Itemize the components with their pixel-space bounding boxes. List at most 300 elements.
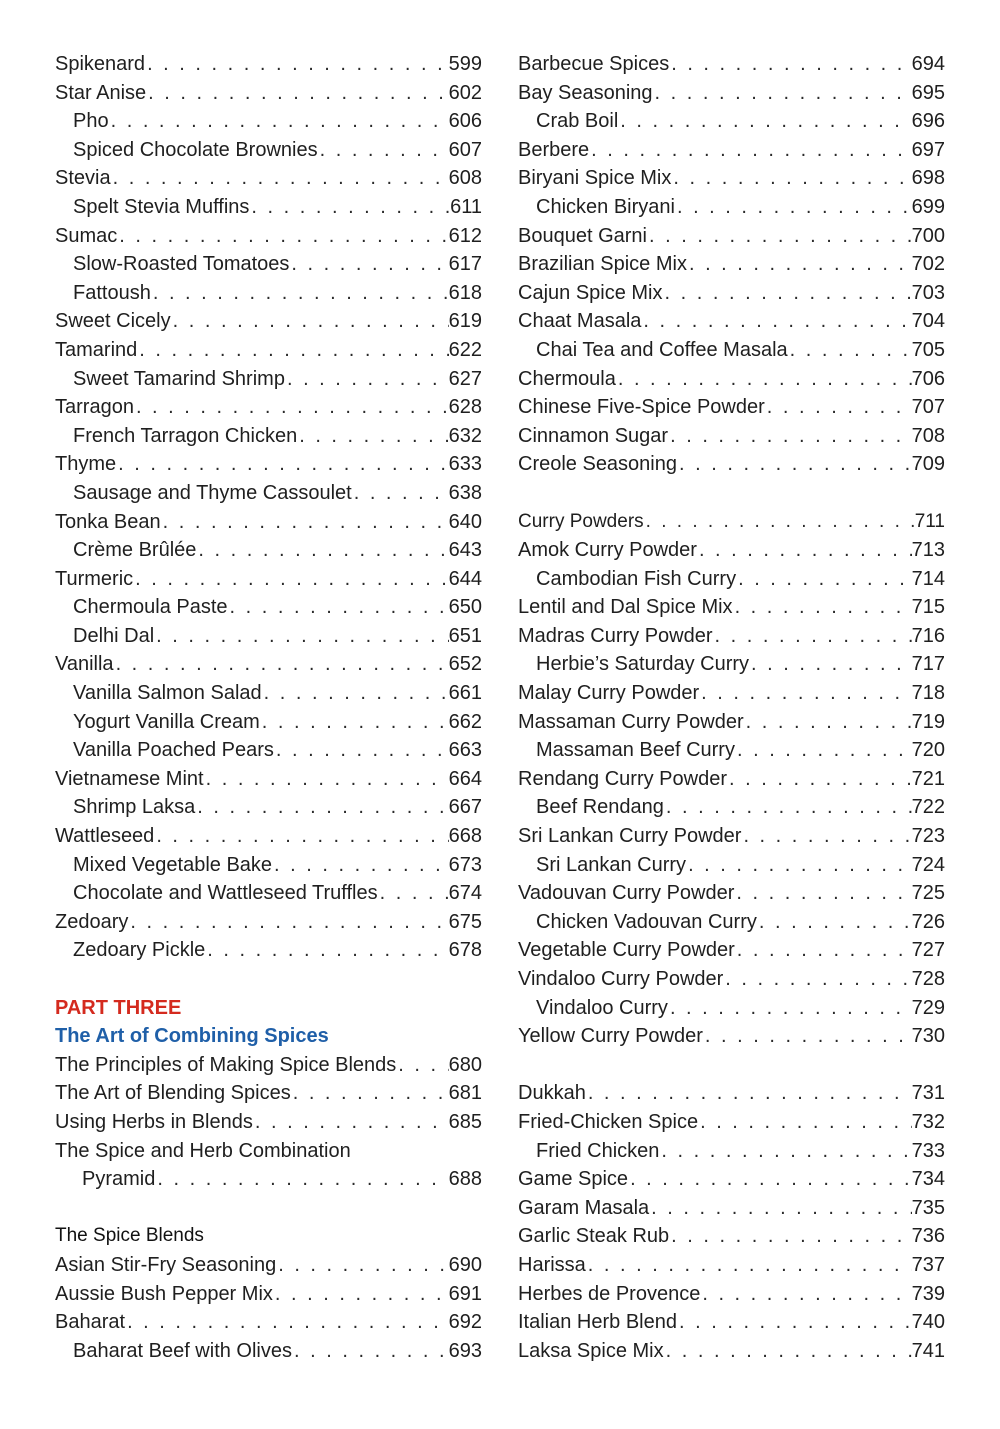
toc-entry[interactable] <box>518 193 945 222</box>
toc-entry[interactable] <box>518 50 945 79</box>
dot-leader <box>647 222 912 251</box>
toc-entry[interactable] <box>518 765 945 794</box>
toc-entry-page: 617 <box>448 253 482 276</box>
toc-entry-page: 688 <box>448 1168 482 1191</box>
toc-entry-page: 599 <box>448 53 482 75</box>
toc-entry[interactable] <box>518 1194 945 1223</box>
toc-entry-title: Vindaloo Curry <box>536 996 668 1019</box>
toc-entry[interactable] <box>55 136 482 165</box>
dot-leader <box>664 1337 912 1366</box>
dot-leader <box>628 1165 912 1194</box>
toc-entry-title: Malay Curry Powder <box>518 682 700 705</box>
toc-entry-page: 690 <box>448 1253 482 1276</box>
toc-entry-page: 680 <box>448 1053 482 1076</box>
toc-entry[interactable] <box>518 164 945 193</box>
toc-entry-title: Fried-Chicken Spice <box>518 1110 699 1133</box>
toc-entry-title: Pyramid <box>82 1168 156 1191</box>
toc-entry-page: 693 <box>448 1339 482 1362</box>
dot-leader <box>757 908 912 937</box>
toc-entry[interactable] <box>518 1108 945 1137</box>
dot-leader <box>289 250 448 279</box>
toc-entry-pyramid[interactable] <box>55 1165 482 1194</box>
toc-column-left <box>55 50 482 1365</box>
toc-entry[interactable] <box>518 279 945 308</box>
toc-entry-title: Spikenard <box>55 53 146 75</box>
dot-leader <box>116 450 449 479</box>
toc-entry[interactable] <box>55 1337 482 1366</box>
toc-entry-title: Brazilian Spice Mix <box>518 253 687 276</box>
toc-entry-title: Using Herbs in Blends <box>55 1110 253 1133</box>
dot-leader <box>285 365 449 394</box>
dot-leader <box>734 879 911 908</box>
toc-entry-page: 702 <box>911 253 945 276</box>
toc-entry-title: Vanilla <box>55 653 114 676</box>
dot-leader <box>249 193 450 222</box>
dot-leader <box>765 393 912 422</box>
toc-entry-page: 708 <box>911 424 945 447</box>
toc-entry[interactable] <box>518 851 945 880</box>
dot-leader <box>196 536 448 565</box>
dot-leader <box>195 793 448 822</box>
toc-entry-title: Chinese Five-Spice Powder <box>518 396 765 419</box>
toc-entry[interactable] <box>518 936 945 965</box>
toc-entry-page: 643 <box>448 539 482 562</box>
dot-leader <box>668 422 912 451</box>
toc-entry-title: Lentil and Dal Spice Mix <box>518 596 733 619</box>
dot-leader <box>618 107 911 136</box>
section-heading-spice-blends: The Spice Blends <box>55 1225 204 1247</box>
toc-entry-page: 714 <box>911 567 945 590</box>
toc-entry[interactable] <box>518 593 945 622</box>
toc-entry[interactable] <box>518 393 945 422</box>
dot-leader <box>677 1308 912 1337</box>
toc-entry-page: 733 <box>911 1139 945 1162</box>
toc-entry-title: Pho <box>73 110 109 133</box>
toc-entry-title: Sweet Tamarind Shrimp <box>73 367 285 390</box>
toc-entry[interactable] <box>55 851 482 880</box>
toc-entry[interactable] <box>55 879 482 908</box>
toc-entry-page: 692 <box>448 1311 482 1334</box>
toc-entry-page: 652 <box>448 653 482 676</box>
toc-entry[interactable] <box>55 908 482 937</box>
dot-leader <box>253 1108 449 1137</box>
toc-entry[interactable] <box>55 336 482 365</box>
toc-entry-title: Dukkah <box>518 1082 586 1105</box>
dot-leader <box>204 765 449 794</box>
dot-leader <box>700 1280 911 1309</box>
toc-entry-page: 735 <box>911 1196 945 1219</box>
toc-entry[interactable] <box>518 622 945 651</box>
dot-leader <box>659 1137 911 1166</box>
toc-entry-title: Curry Powders <box>518 510 644 532</box>
dot-leader <box>735 936 912 965</box>
toc-entry-page: 681 <box>448 1082 482 1105</box>
toc-entry[interactable] <box>55 79 482 108</box>
toc-entry-page: 726 <box>911 910 945 933</box>
dot-leader <box>671 164 911 193</box>
toc-entry-page: 699 <box>911 195 945 218</box>
dot-leader <box>137 336 448 365</box>
toc-entry-title: Game Spice <box>518 1168 629 1191</box>
toc-entry-page: 722 <box>911 796 945 819</box>
dot-leader <box>669 50 911 79</box>
toc-entry[interactable] <box>55 193 482 222</box>
dot-leader <box>589 136 911 165</box>
toc-entry-page: 709 <box>911 453 945 476</box>
toc-entry[interactable] <box>55 793 482 822</box>
toc-entry[interactable] <box>518 650 945 679</box>
toc-entry[interactable] <box>55 479 482 508</box>
toc-entry-title: Herbes de Provence <box>518 1282 701 1305</box>
dot-leader <box>378 879 449 908</box>
toc-entry-page: 721 <box>911 767 945 790</box>
dot-leader <box>616 365 912 394</box>
dot-leader <box>145 50 449 79</box>
dot-leader <box>741 822 911 851</box>
dot-leader <box>713 622 912 651</box>
toc-entry-title: Amok Curry Powder <box>518 539 697 562</box>
toc-entry[interactable] <box>518 1280 945 1309</box>
toc-entry-title: Baharat Beef with Olives <box>73 1339 292 1362</box>
toc-entry-title: Sausage and Thyme Cassoulet <box>73 481 352 504</box>
toc-entry-title: Italian Herb Blend <box>518 1311 677 1334</box>
toc-entry-title: Vanilla Salmon Salad <box>73 682 262 705</box>
dot-leader <box>274 736 449 765</box>
dot-leader <box>396 1051 448 1080</box>
toc-entry-title: The Spice and Herb Combination <box>55 1139 351 1162</box>
dot-leader <box>352 479 449 508</box>
toc-entry-title: Rendang Curry Powder <box>518 767 727 790</box>
toc-entry[interactable] <box>518 793 945 822</box>
toc-entry-title: Star Anise <box>55 81 147 104</box>
toc-entry[interactable] <box>55 422 482 451</box>
dot-leader <box>117 222 448 251</box>
toc-entry[interactable] <box>518 736 945 765</box>
toc-group-left-c <box>55 1251 482 1365</box>
spacer <box>55 965 482 994</box>
toc-entry-page: 717 <box>911 653 945 676</box>
toc-entry-title: Vindaloo Curry Powder <box>518 968 724 990</box>
toc-entry[interactable] <box>518 1308 945 1337</box>
toc-entry-title: Cambodian Fish Curry <box>536 567 737 590</box>
toc-entry[interactable] <box>55 1251 482 1280</box>
toc-entry-page: 740 <box>911 1311 945 1334</box>
dot-leader <box>111 164 449 193</box>
toc-entry[interactable] <box>518 679 945 708</box>
toc-entry-title: Sumac <box>55 224 118 247</box>
toc-group-left-b <box>55 1051 482 1137</box>
toc-entry-page: 664 <box>448 767 482 790</box>
dot-leader <box>260 708 449 737</box>
toc-entry[interactable] <box>55 222 482 251</box>
toc-entry-page: 650 <box>448 596 482 619</box>
toc-entry-page: 628 <box>448 396 482 419</box>
toc-entry-title: Wattleseed <box>55 825 155 848</box>
toc-entry-page: 720 <box>911 739 945 762</box>
toc-entry[interactable] <box>55 1079 482 1108</box>
dot-leader <box>128 908 448 937</box>
dot-leader <box>669 1222 911 1251</box>
toc-entry[interactable] <box>518 107 945 136</box>
toc-entry-title: The Art of Blending Spices <box>55 1082 291 1105</box>
dot-leader <box>125 1308 449 1337</box>
toc-entry-title: Laksa Spice Mix <box>518 1339 664 1362</box>
toc-entry-page: 725 <box>911 882 945 905</box>
dot-leader <box>109 107 449 136</box>
dot-leader <box>161 508 449 537</box>
toc-entry[interactable] <box>518 822 945 851</box>
toc-entry[interactable] <box>518 222 945 251</box>
dot-leader <box>297 422 448 451</box>
dot-leader <box>586 1079 912 1108</box>
toc-entry-title: Berbere <box>518 138 590 161</box>
dot-leader <box>686 851 912 880</box>
dot-leader <box>262 679 449 708</box>
toc-entry-title: Fried Chicken <box>536 1139 660 1162</box>
toc-entry-title: Baharat <box>55 1311 126 1334</box>
toc-entry-page: 727 <box>911 939 945 962</box>
toc-entry-pyramid-title[interactable] <box>55 1137 482 1166</box>
part-title: The Art of Combining Spices <box>55 1025 329 1048</box>
toc-entry[interactable] <box>518 422 945 451</box>
toc-entry-page: 663 <box>448 739 482 762</box>
toc-entry-page: 695 <box>911 81 945 104</box>
toc-entry-title: Chermoula <box>518 367 616 390</box>
toc-entry-title: Cinnamon Sugar <box>518 424 669 447</box>
toc-entry[interactable] <box>55 708 482 737</box>
toc-entry[interactable] <box>55 250 482 279</box>
toc-entry[interactable] <box>518 1079 945 1108</box>
dot-leader <box>687 250 912 279</box>
toc-entry-page: 668 <box>448 825 482 848</box>
toc-entry-title: Tamarind <box>55 338 138 361</box>
toc-entry[interactable] <box>55 565 482 594</box>
toc-entry[interactable] <box>518 708 945 737</box>
dot-leader <box>744 708 912 737</box>
toc-entry[interactable] <box>518 1251 945 1280</box>
toc-entry[interactable] <box>55 1280 482 1309</box>
dot-leader <box>736 565 912 594</box>
toc-entry-title: Mixed Vegetable Bake <box>73 853 273 876</box>
dot-leader <box>649 1194 911 1223</box>
spacer <box>518 1051 945 1080</box>
toc-entry-page: 674 <box>448 882 482 905</box>
toc-entry-title: Shrimp Laksa <box>73 796 196 819</box>
toc-entry-page: 719 <box>911 710 945 733</box>
toc-entry-title: Barbecue Spices <box>518 53 670 75</box>
toc-entry[interactable] <box>55 164 482 193</box>
toc-entry-title: Chicken Biryani <box>536 195 675 218</box>
spacer <box>55 1194 482 1223</box>
toc-entry[interactable] <box>518 1165 945 1194</box>
part-label: PART THREE <box>55 996 182 1019</box>
dot-leader <box>641 307 911 336</box>
dot-leader <box>205 936 448 965</box>
toc-entry-title: Chaat Masala <box>518 310 642 333</box>
toc-column-right <box>518 50 945 1365</box>
toc-entry[interactable] <box>518 336 945 365</box>
toc-entry-page: 622 <box>448 338 482 361</box>
toc-entry-title: Chocolate and Wattleseed Truffles <box>73 882 378 905</box>
toc-entry-page: 705 <box>911 338 945 361</box>
toc-entry-page: 685 <box>448 1110 482 1133</box>
toc-entry-page: 729 <box>911 996 945 1019</box>
toc-entry-page: 737 <box>911 1253 945 1276</box>
toc-entry[interactable] <box>55 650 482 679</box>
toc-entry[interactable] <box>55 622 482 651</box>
toc-entry[interactable] <box>55 365 482 394</box>
dot-leader <box>133 565 448 594</box>
toc-entry[interactable] <box>55 508 482 537</box>
toc-entry[interactable] <box>55 279 482 308</box>
toc-entry-title: Vegetable Curry Powder <box>518 939 735 962</box>
toc-entry-title: Sri Lankan Curry Powder <box>518 825 742 848</box>
toc-entry-title: Aussie Bush Pepper Mix <box>55 1282 273 1305</box>
dot-leader <box>699 679 911 708</box>
toc-entry[interactable] <box>55 450 482 479</box>
toc-entry-page: 703 <box>911 281 945 304</box>
dot-leader <box>114 650 449 679</box>
toc-entry-page: 607 <box>448 138 482 161</box>
dot-leader <box>155 1165 448 1194</box>
toc-entry[interactable] <box>55 765 482 794</box>
toc-entry[interactable] <box>518 1337 945 1366</box>
toc-entry[interactable] <box>518 994 945 1023</box>
toc-entry-title: Thyme <box>55 453 117 476</box>
toc-entry[interactable] <box>518 250 945 279</box>
dot-leader <box>727 765 912 794</box>
toc-entry-page: 713 <box>911 539 945 562</box>
toc-entry[interactable] <box>518 879 945 908</box>
toc-entry-page: 678 <box>448 939 482 962</box>
toc-entry-title: Garam Masala <box>518 1196 650 1219</box>
toc-entry[interactable] <box>518 307 945 336</box>
toc-entry[interactable] <box>55 50 482 79</box>
toc-entry-page: 618 <box>448 281 482 304</box>
toc-entry-title: Slow-Roasted Tomatoes <box>73 253 290 276</box>
dot-leader <box>677 450 912 479</box>
toc-entry[interactable] <box>518 565 945 594</box>
dot-leader <box>273 1280 449 1309</box>
toc-entry[interactable] <box>55 393 482 422</box>
toc-entry-page: 715 <box>911 596 945 619</box>
toc-entry-page: 644 <box>448 567 482 590</box>
toc-entry[interactable] <box>518 536 945 565</box>
toc-entry-title: Stevia <box>55 167 111 190</box>
toc-entry[interactable] <box>518 450 945 479</box>
toc-entry-page: 707 <box>911 396 945 419</box>
toc-entry-page: 723 <box>911 825 945 848</box>
toc-heading-curry-powders[interactable] <box>518 508 945 537</box>
toc-entry-title: Garlic Steak Rub <box>518 1225 670 1248</box>
toc-entry[interactable] <box>55 679 482 708</box>
toc-entry-page: 694 <box>911 53 945 75</box>
toc-entry-title: Vanilla Poached Pears <box>73 739 274 762</box>
toc-entry-title: Chai Tea and Coffee Masala <box>536 338 788 361</box>
toc-entry-page: 734 <box>911 1168 945 1191</box>
toc-entry[interactable] <box>55 936 482 965</box>
toc-entry-page: 732 <box>911 1110 945 1133</box>
toc-entry-page: 711 <box>914 510 945 532</box>
toc-entry-title: Yogurt Vanilla Cream <box>73 710 260 733</box>
dot-leader <box>788 336 912 365</box>
toc-entry-title: Asian Stir-Fry Seasoning <box>55 1253 277 1276</box>
toc-entry-title: Spiced Chocolate Brownies <box>73 138 318 161</box>
toc-entry-page: 608 <box>448 167 482 190</box>
toc-entry-page: 633 <box>448 453 482 476</box>
toc-entry[interactable] <box>518 79 945 108</box>
toc-entry-title: Massaman Curry Powder <box>518 710 744 733</box>
toc-entry-page: 627 <box>448 367 482 390</box>
toc-entry-page: 706 <box>911 367 945 390</box>
dot-leader <box>749 650 912 679</box>
toc-entry-title: The Principles of Making Spice Blends <box>55 1053 397 1076</box>
toc-entry-page: 632 <box>448 424 482 447</box>
toc-entry[interactable] <box>55 736 482 765</box>
toc-entry[interactable] <box>55 822 482 851</box>
toc-entry-page: 651 <box>448 624 482 647</box>
toc-entry[interactable] <box>55 107 482 136</box>
toc-entry-page: 697 <box>911 138 945 161</box>
dot-leader <box>272 851 449 880</box>
toc-entry-title: Crab Boil <box>536 110 619 133</box>
toc-entry-page: 602 <box>448 81 482 104</box>
toc-entry[interactable] <box>518 965 945 994</box>
toc-entry-page: 619 <box>448 310 482 333</box>
toc-entry[interactable] <box>518 908 945 937</box>
toc-entry-page: 739 <box>911 1282 945 1305</box>
toc-entry[interactable] <box>55 1051 482 1080</box>
toc-entry-title: Biryani Spice Mix <box>518 167 672 190</box>
dot-leader <box>276 1251 448 1280</box>
toc-entry[interactable] <box>55 536 482 565</box>
toc-entry-title: Turmeric <box>55 567 134 590</box>
dot-leader <box>723 965 911 994</box>
toc-entry[interactable] <box>518 136 945 165</box>
toc-entry-page: 741 <box>911 1339 945 1362</box>
dot-leader <box>154 822 448 851</box>
toc-entry[interactable] <box>55 1308 482 1337</box>
toc-entry[interactable] <box>55 593 482 622</box>
toc-entry-title: Zedoary <box>55 910 129 933</box>
toc-entry-title: Madras Curry Powder <box>518 624 713 647</box>
dot-leader <box>697 536 912 565</box>
dot-leader <box>733 593 912 622</box>
toc-entry-page: 612 <box>448 224 482 247</box>
toc-entry-page: 691 <box>448 1282 482 1305</box>
toc-entry-page: 736 <box>911 1225 945 1248</box>
dot-leader <box>134 393 449 422</box>
dot-leader <box>644 508 915 537</box>
toc-entry[interactable] <box>55 307 482 336</box>
toc-entry-page: 704 <box>911 310 945 333</box>
toc-entry-title: Bouquet Garni <box>518 224 647 247</box>
toc-entry[interactable] <box>518 1222 945 1251</box>
toc-entry[interactable] <box>518 1022 945 1051</box>
toc-entry[interactable] <box>518 1137 945 1166</box>
toc-entry-page: 730 <box>911 1025 945 1048</box>
toc-entry-title: Crème Brûlée <box>73 539 197 562</box>
toc-entry[interactable] <box>55 1108 482 1137</box>
dot-leader <box>735 736 912 765</box>
toc-entry[interactable] <box>518 365 945 394</box>
toc-entry-title: Beef Rendang <box>536 796 664 819</box>
spacer <box>518 479 945 508</box>
toc-entry-title: Spelt Stevia Muffins <box>73 195 250 218</box>
toc-entry-title: Chermoula Paste <box>73 596 228 619</box>
toc-entry-title: Fattoush <box>73 281 151 304</box>
toc-entry-title: Tarragon <box>55 396 134 419</box>
